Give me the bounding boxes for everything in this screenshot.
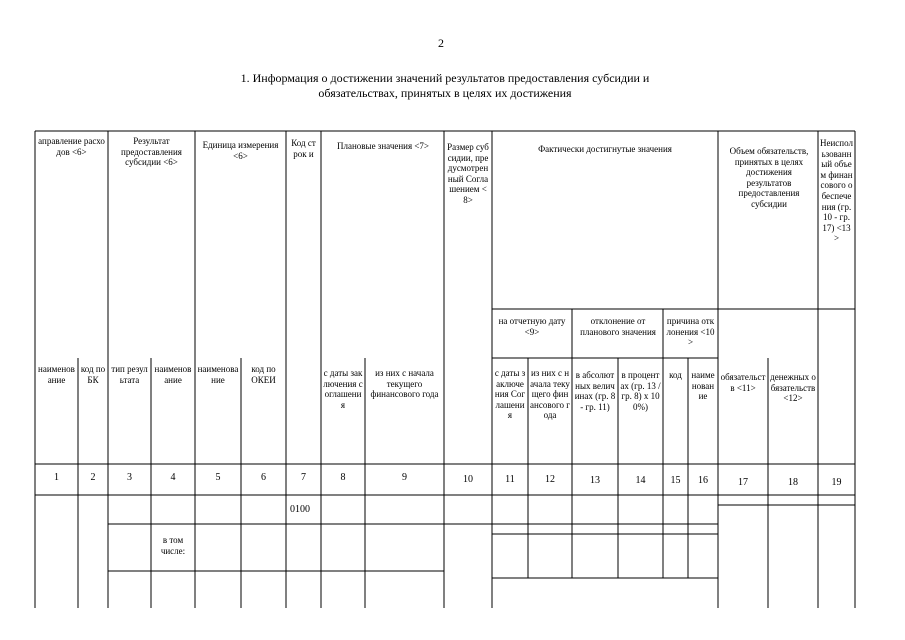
header-c17: обязательств <11> bbox=[720, 372, 766, 393]
header-c11: с даты заключения Соглашения bbox=[494, 368, 526, 421]
column-number-4: 4 bbox=[170, 472, 176, 483]
column-number-6: 6 bbox=[261, 472, 266, 483]
column-number-14: 14 bbox=[635, 475, 646, 486]
header-c16: наименование bbox=[691, 370, 715, 402]
page-number: 2 bbox=[438, 36, 444, 50]
column-number-17: 17 bbox=[738, 477, 748, 488]
header-result: Результат предоставления субсидии <6> bbox=[121, 136, 182, 168]
header-size: Размер субсидии, предусмотренный Соглашением <8> bbox=[447, 142, 489, 205]
header-actual: Фактически достигнутые значения bbox=[538, 144, 672, 154]
header-obligations: Объем обязательств, принятых в целях достижения результатов предоставления субсидии bbox=[729, 146, 809, 209]
column-number-13: 13 bbox=[590, 475, 600, 486]
column-number-9: 9 bbox=[402, 472, 407, 483]
header-c15: код bbox=[669, 370, 682, 380]
header-unit: Единица измерения <6> bbox=[202, 140, 279, 161]
column-number-16: 16 bbox=[698, 475, 708, 486]
column-number-1: 1 bbox=[54, 472, 59, 483]
header-c18: денежных обязательств <12> bbox=[770, 372, 816, 404]
header-deviation: отклонение от планового значения bbox=[580, 316, 656, 337]
header-unused: Неиспользованный объем финансового обеспечения (гр. 10 - гр. 17) <13> bbox=[820, 138, 853, 244]
header-c13: в абсолютных величинах (гр. 8 - гр. 11) bbox=[574, 370, 616, 412]
header-c5: наименование bbox=[197, 364, 239, 385]
column-number-3: 3 bbox=[127, 472, 132, 483]
header-planned: Плановые значения <7> bbox=[336, 141, 430, 151]
column-number-11: 11 bbox=[505, 474, 515, 485]
column-number-18: 18 bbox=[788, 477, 798, 488]
column-number-19: 19 bbox=[831, 477, 842, 488]
document-title-line-1: 1. Информация о достижении значений результатов предоставления субсидии и bbox=[240, 71, 650, 85]
row-code: 0100 bbox=[290, 504, 310, 515]
header-c8: с даты заключения соглашения bbox=[323, 368, 363, 410]
column-number-10: 10 bbox=[463, 474, 473, 485]
header-c1: наименование bbox=[38, 364, 75, 385]
column-number-8: 8 bbox=[340, 472, 346, 483]
header-c6: код по ОКЕИ bbox=[251, 364, 276, 385]
header-c3: тип результата bbox=[111, 364, 148, 385]
header-direction: аправление расходов <6> bbox=[38, 136, 105, 157]
header-c12: из них с начала текущего финансового года bbox=[530, 368, 570, 421]
column-number-5: 5 bbox=[215, 472, 221, 483]
header-c9: из них с начала текущего финансового года bbox=[370, 368, 439, 400]
column-number-2: 2 bbox=[90, 472, 96, 483]
including-label: в том числе: bbox=[160, 535, 186, 556]
header-on-date: на отчетную дату <9> bbox=[498, 316, 566, 337]
column-number-7: 7 bbox=[301, 472, 306, 483]
document-title-line-2: обязательствах, принятых в целях их достижения bbox=[318, 86, 572, 100]
header-c2: код по БК bbox=[80, 364, 106, 385]
header-c14: в процентах (гр. 13 / гр. 8) x 100%) bbox=[620, 370, 661, 412]
header-reason: причина отклонения <10> bbox=[666, 316, 715, 348]
column-number-15: 15 bbox=[670, 475, 681, 486]
header-code: Код строк и bbox=[291, 138, 316, 159]
header-c4: наименование bbox=[154, 364, 192, 385]
column-number-12: 12 bbox=[545, 474, 555, 485]
